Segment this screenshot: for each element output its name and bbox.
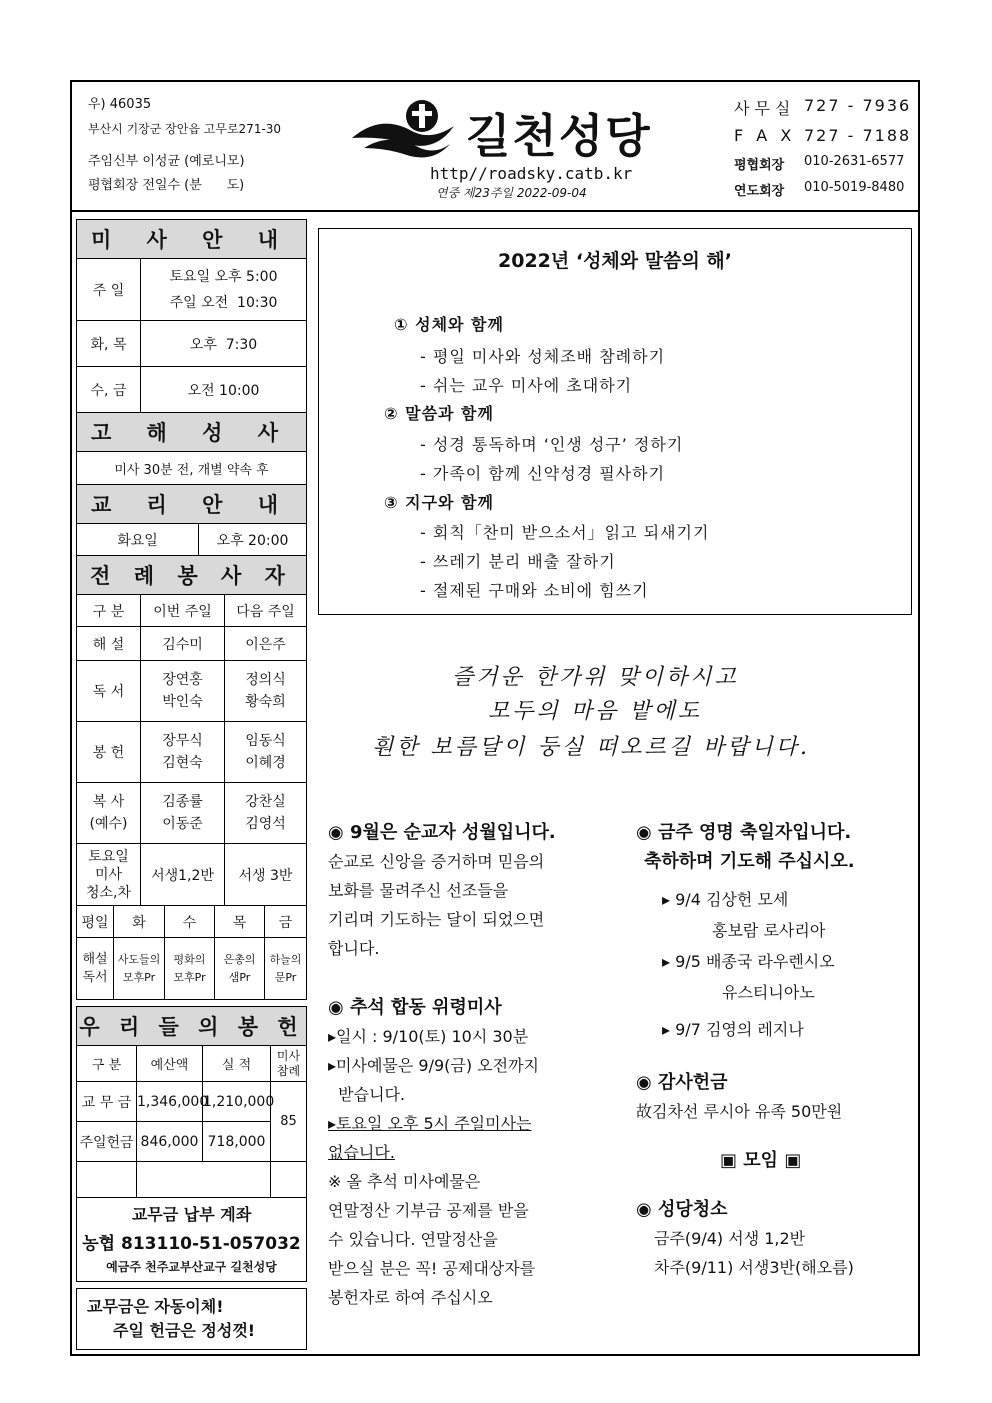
confession-table	[76, 412, 307, 485]
server-next: 서생 3반	[225, 844, 307, 906]
goal-heading: ① 성체와 함께	[394, 315, 504, 334]
sunday-label: 주 일	[77, 259, 141, 321]
feast-item: ▸ 9/4 김상헌 모세	[662, 890, 789, 909]
weekday-table	[76, 905, 307, 1000]
weekday-cell: 은총의 샘Pr	[215, 938, 265, 1000]
tuethu-label: 화, 목	[77, 321, 141, 367]
memorial-item: 받습니다.	[328, 1085, 406, 1104]
goal-heading: ② 말씀과 함께	[384, 404, 494, 423]
offering-label: 교 무 금	[77, 1082, 137, 1122]
feast-item: ▸ 9/7 김영의 레지나	[662, 1020, 804, 1039]
council-label: 평협회장	[734, 158, 785, 173]
thanks-title: ◉ 감사헌금	[636, 1072, 728, 1093]
weekday-header: 평일	[77, 906, 114, 938]
notice-line-1: ▸토요일 오후 5시 주일미사는	[328, 1114, 532, 1133]
server-next: 강찬실 김영석	[225, 783, 307, 844]
goal-item: - 쓰레기 분리 배출 잘하기	[420, 552, 616, 571]
weekday-header: 금	[265, 906, 307, 938]
catechism-time: 오후 20:00	[199, 524, 307, 556]
server-role: 독 서	[77, 661, 141, 722]
thanks-text: 故김차선 루시아 유족 50만원	[636, 1102, 843, 1121]
empty-cell	[271, 1162, 307, 1198]
servers-header: 구 분	[77, 595, 141, 627]
offering-header: 실 적	[203, 1046, 271, 1082]
account-holder: 예금주 천주교부산교구 길천성당	[106, 1260, 277, 1274]
goal-item: - 쉬는 교우 미사에 초대하기	[420, 376, 633, 395]
server-this: 장무식 김현숙	[141, 722, 225, 783]
ydo-phone: 010-5019-8480	[804, 180, 905, 195]
slogan-box	[76, 1288, 307, 1350]
account-title: 교무금 납부 계좌	[131, 1205, 252, 1224]
wedfri-time: 오전 10:00	[141, 367, 307, 413]
feast-item: 홍보람 로사리아	[712, 921, 826, 940]
header-divider	[70, 210, 920, 212]
server-next: 이은주	[225, 627, 307, 661]
slogan-1: 교무금은 자동이체!	[87, 1297, 224, 1316]
goal-item: - 가족이 함께 신약성경 필사하기	[420, 464, 666, 483]
servers-title: 전 례 봉 사 자	[77, 556, 307, 595]
cleaning-item: 차주(9/11) 서생3반(해오름)	[654, 1258, 854, 1277]
offering-actual: 718,000	[203, 1122, 271, 1162]
empty-cell	[137, 1162, 271, 1198]
fax-phone: 727 - 7188	[804, 126, 912, 145]
memorial-item: ▸일시 : 9/10(토) 10시 30분	[328, 1027, 529, 1046]
offering-header: 미사 참례	[271, 1046, 307, 1082]
office-label: 사무실	[734, 99, 796, 118]
meeting-title: ▣ 모임 ▣	[720, 1150, 802, 1171]
catechism-day: 화요일	[77, 524, 199, 556]
liturgical-date: 연중 제23주일 2022-09-04	[436, 186, 587, 200]
wedfri-label: 수, 금	[77, 367, 141, 413]
attendance: 85	[271, 1082, 307, 1162]
feast-item: 유스티니아노	[722, 983, 815, 1002]
goal-item: - 절제된 구매와 소비에 힘쓰기	[420, 581, 649, 600]
account-box	[76, 1198, 307, 1282]
goal-item: - 회칙「찬미 받으소서」읽고 되새기기	[420, 523, 710, 542]
postcode: 우) 46035	[88, 97, 152, 112]
tax-line: 받으실 분은 꼭! 공제대상자를	[328, 1259, 536, 1278]
confession-text: 미사 30분 전, 개별 약속 후	[77, 452, 307, 485]
council-phone: 010-2631-6577	[804, 154, 905, 169]
offering-actual: 1,210,000	[203, 1082, 271, 1122]
martyr-text: 기리며 기도하는 달이 되었으면	[328, 910, 545, 929]
pastor: 주임신부 이성균 (예로니모)	[88, 154, 245, 169]
goal-heading: ③ 지구와 함께	[384, 493, 494, 512]
tax-line: 수 있습니다. 연말정산을	[328, 1230, 498, 1249]
feast-title-1: ◉ 금주 영명 축일자입니다.	[636, 822, 852, 843]
greeting-line-1: 즐거운 한가위 맞이하시고	[452, 665, 739, 690]
servers-table	[76, 555, 307, 906]
offering-header: 구 분	[77, 1046, 137, 1082]
martyr-text: 순교로 신앙을 증거하며 믿음의	[328, 852, 545, 871]
server-this: 장연홍 박인숙	[141, 661, 225, 722]
catechism-title: 교 리 안 내	[77, 485, 307, 524]
cleaning-item: 금주(9/4) 서생 1,2반	[654, 1229, 806, 1248]
confession-title: 고 해 성 사	[77, 413, 307, 452]
memorial-title: ◉ 추석 합동 위령미사	[328, 997, 502, 1018]
server-next: 임동식 이혜경	[225, 722, 307, 783]
parish-name: 길천성당	[466, 109, 652, 163]
council-president: 평협회장 전일수 (분 도)	[88, 178, 245, 193]
greeting-line-2: 모두의 마음 밭에도	[488, 699, 703, 724]
catechism-table	[76, 484, 307, 556]
server-this: 서생1,2반	[141, 844, 225, 906]
server-role: 복 사 (예수)	[77, 783, 141, 844]
tax-line: 연말정산 기부금 공제를 받을	[328, 1201, 529, 1220]
goals-title: 2022년 ‘성체와 말씀의 해’	[498, 250, 732, 272]
address: 부산시 기장군 장안읍 고무로271-30	[88, 122, 282, 136]
server-role: 봉 헌	[77, 722, 141, 783]
offering-budget: 1,346,000	[137, 1082, 203, 1122]
right-column	[636, 818, 855, 1282]
server-this: 김수미	[141, 627, 225, 661]
weekday-cell: 해설 독서	[77, 938, 114, 1000]
server-role: 토요일 미사 청소,차	[77, 844, 141, 906]
tuethu-time: 오후 7:30	[141, 321, 307, 367]
memorial-item: ▸미사예물은 9/9(금) 오전까지	[328, 1056, 539, 1075]
mass-table	[76, 219, 307, 413]
server-this: 김종률 이동준	[141, 783, 225, 844]
parish-url[interactable]: http//roadsky.catb.kr	[430, 164, 633, 183]
offering-budget: 846,000	[137, 1122, 203, 1162]
weekday-header: 수	[165, 906, 215, 938]
feast-title-2: 축하하며 기도해 주십시오.	[644, 851, 855, 872]
goal-item: - 성경 통독하며 ‘인생 성구’ 정하기	[420, 435, 684, 454]
tax-line: 봉헌자로 하여 주십시오	[328, 1288, 493, 1307]
martyr-text: 합니다.	[328, 939, 380, 958]
servers-header: 이번 주일	[141, 595, 225, 627]
weekday-cell: 평화의 모후Pr	[165, 938, 215, 1000]
greeting-line-3: 훤한 보름달이 둥실 떠오르길 바랍니다.	[372, 735, 810, 760]
offering-table	[76, 1006, 307, 1198]
weekday-header: 목	[215, 906, 265, 938]
martyr-text: 보화를 물려주신 선조들을	[328, 881, 509, 900]
feast-item: ▸ 9/5 배종국 라우렌시오	[662, 952, 835, 971]
sunday-time-2: 주일 오전 10:30	[169, 294, 278, 311]
weekday-cell: 사도들의 모후Pr	[114, 938, 165, 1000]
sunday-times	[141, 259, 307, 321]
empty-cell	[77, 1162, 137, 1198]
tax-line: ※ 올 추석 미사예물은	[328, 1172, 481, 1191]
offering-header: 예산액	[137, 1046, 203, 1082]
sidebar	[76, 219, 307, 1350]
offering-label: 주일헌금	[77, 1122, 137, 1162]
ydo-label: 연도회장	[734, 184, 785, 199]
cleaning-title: ◉ 성당청소	[636, 1199, 728, 1220]
servers-header: 다음 주일	[225, 595, 307, 627]
fax-label: F A X	[734, 126, 796, 145]
account-number: 농협 813110-51-057032	[82, 1234, 301, 1254]
server-role: 해 설	[77, 627, 141, 661]
mass-title: 미 사 안 내	[77, 220, 307, 259]
slogan-2: 주일 헌금은 정성껏!	[113, 1321, 256, 1340]
notice-line-2: 없습니다.	[328, 1143, 395, 1162]
office-phone: 727 - 7936	[804, 96, 912, 115]
goal-item: - 평일 미사와 성체조배 참례하기	[420, 347, 666, 366]
server-next: 정의식 황숙희	[225, 661, 307, 722]
sunday-time-1: 토요일 오후 5:00	[169, 268, 278, 285]
offering-title: 우 리 들 의 봉 헌	[77, 1007, 307, 1046]
parish-logo	[350, 96, 460, 162]
weekday-cell: 하늘의 문Pr	[265, 938, 307, 1000]
left-column	[328, 818, 556, 1312]
weekday-header: 화	[114, 906, 165, 938]
martyr-title: ◉ 9월은 순교자 성월입니다.	[328, 822, 556, 843]
